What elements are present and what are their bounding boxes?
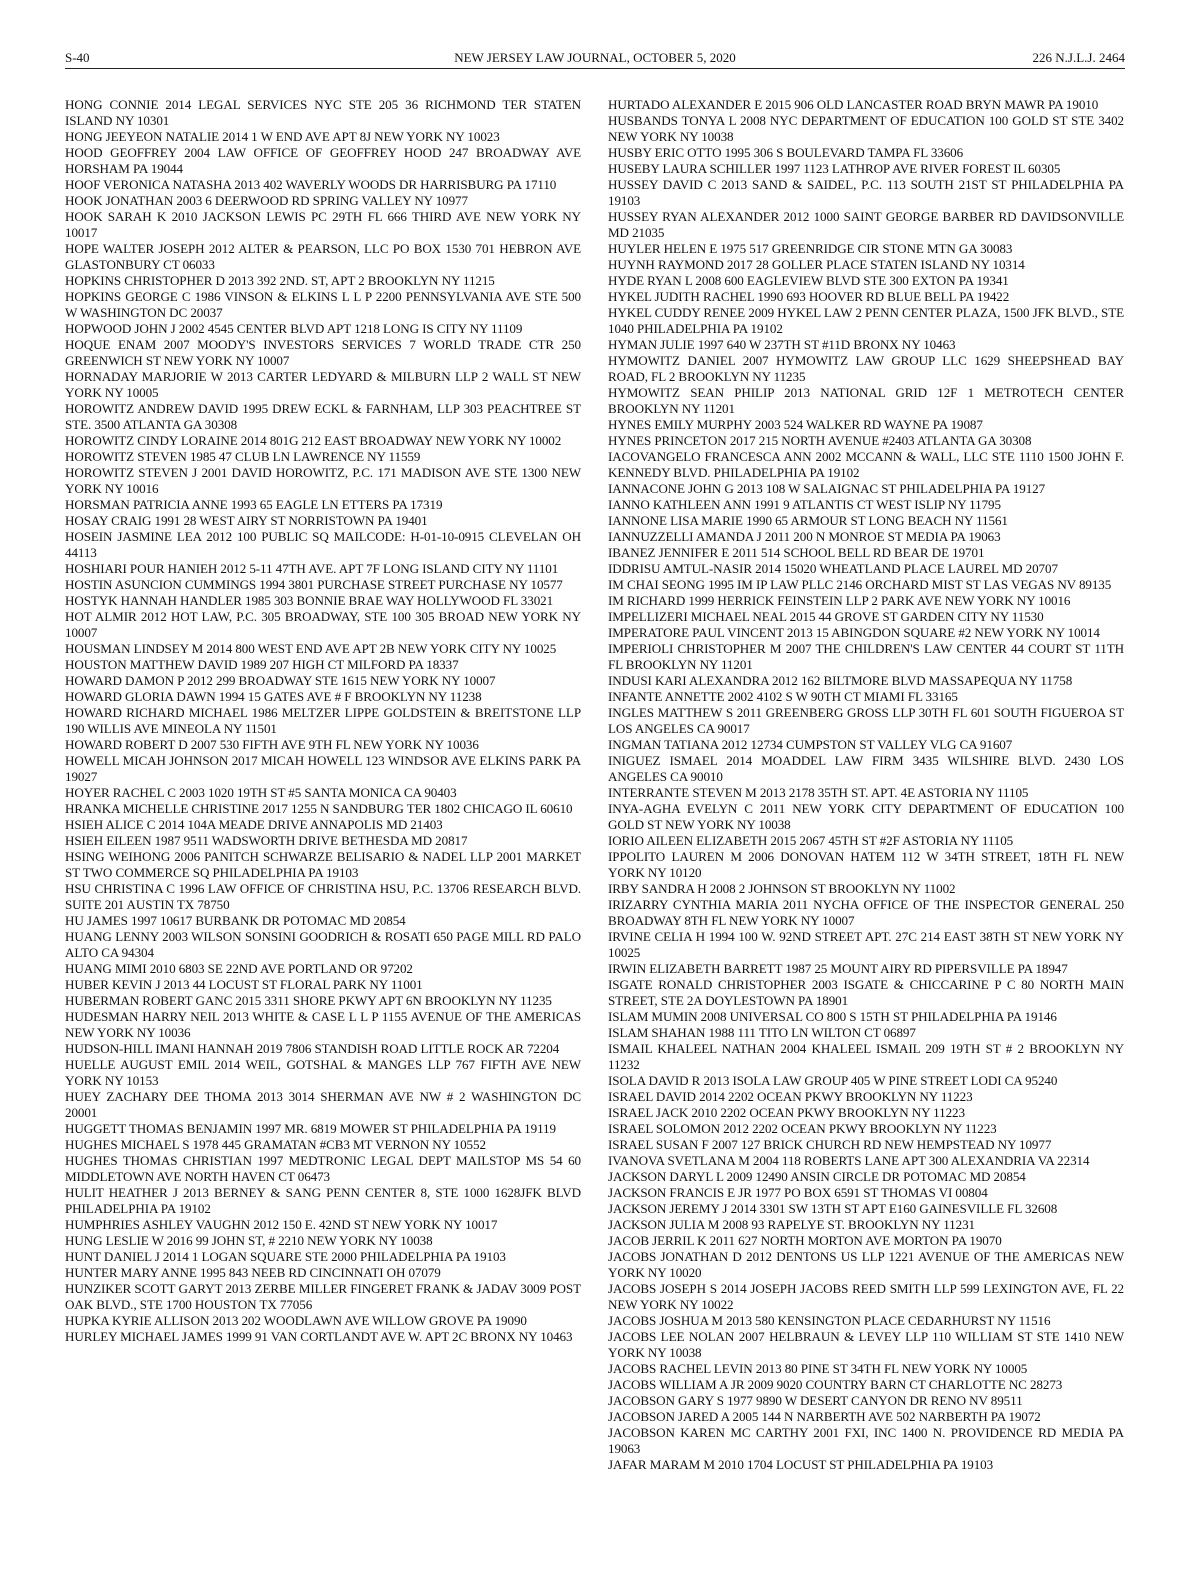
directory-entry: HOYER RACHEL C 2003 1020 19TH ST #5 SANTA MONICA CA 90403	[65, 785, 457, 800]
directory-entry: IACOVANGELO FRANCESCA ANN 2002 MCCANN & WALL, LLC STE 1110 1500 JOHN F. KENNEDY BLVD. PHILADELPHIA PA 19102	[608, 449, 1124, 480]
directory-entry: HUNZIKER SCOTT GARYT 2013 ZERBE MILLER FINGERET FRANK & JADAV 3009 POST OAK BLVD., STE 1700 HOUSTON TX 77056	[65, 1281, 581, 1312]
directory-entry: HUSSEY RYAN ALEXANDER 2012 1000 SAINT GEORGE BARBER RD DAVIDSONVILLE MD 21035	[608, 209, 1124, 240]
directory-entry: HUDESMAN HARRY NEIL 2013 WHITE & CASE L L P 1155 AVENUE OF THE AMERICAS NEW YORK NY 10036	[65, 1009, 581, 1040]
directory-entry: INGLES MATTHEW S 2011 GREENBERG GROSS LLP 30TH FL 601 SOUTH FIGUEROA ST LOS ANGELES CA 90017	[608, 705, 1124, 736]
directory-entry: HYMOWITZ DANIEL 2007 HYMOWITZ LAW GROUP LLC 1629 SHEEPSHEAD BAY ROAD, FL 2 BROOKLYN NY 11235	[608, 353, 1124, 384]
directory-entry: ISGATE RONALD CHRISTOPHER 2003 ISGATE & CHICCARINE P C 80 NORTH MAIN STREET, STE 2A DOYLESTOWN PA 18901	[608, 977, 1124, 1008]
directory-entry: HOPKINS GEORGE C 1986 VINSON & ELKINS L L P 2200 PENNSYLVANIA AVE STE 500 W WASHINGTON DC 20037	[65, 289, 581, 320]
directory-entry: JACOBS JOSEPH S 2014 JOSEPH JACOBS REED SMITH LLP 599 LEXINGTON AVE, FL 22 NEW YORK NY 10022	[608, 1281, 1124, 1312]
directory-entry: IMPERIOLI CHRISTOPHER M 2007 THE CHILDREN'S LAW CENTER 44 COURT ST 11TH FL BROOKLYN NY 11201	[608, 641, 1124, 672]
directory-entry: HUGHES MICHAEL S 1978 445 GRAMATAN #CB3 MT VERNON NY 10552	[65, 1137, 486, 1152]
page-label: S-40	[65, 50, 90, 65]
directory-entry: IANNUZZELLI AMANDA J 2011 200 N MONROE ST MEDIA PA 19063	[608, 529, 1001, 544]
directory-entry: JACKSON JEREMY J 2014 3301 SW 13TH ST APT E160 GAINESVILLE FL 32608	[608, 1201, 1058, 1216]
directory-entry: HYNES EMILY MURPHY 2003 524 WALKER RD WAYNE PA 19087	[608, 417, 983, 432]
directory-entry: HUNT DANIEL J 2014 1 LOGAN SQUARE STE 2000 PHILADELPHIA PA 19103	[65, 1249, 506, 1264]
directory-entry: HOPWOOD JOHN J 2002 4545 CENTER BLVD APT 1218 LONG IS CITY NY 11109	[65, 321, 523, 336]
directory-entry: HUSBY ERIC OTTO 1995 306 S BOULEVARD TAMPA FL 33606	[608, 145, 964, 160]
directory-entry: HOROWITZ STEVEN J 2001 DAVID HOROWITZ, P.C. 171 MADISON AVE STE 1300 NEW YORK NY 10016	[65, 465, 581, 496]
directory-entry: HUSEBY LAURA SCHILLER 1997 1123 LATHROP AVE RIVER FOREST IL 60305	[608, 161, 1061, 176]
directory-entry: HUMPHRIES ASHLEY VAUGHN 2012 150 E. 42ND ST NEW YORK NY 10017	[65, 1217, 498, 1232]
directory-entry: INTERRANTE STEVEN M 2013 2178 35TH ST. APT. 4E ASTORIA NY 11105	[608, 785, 1029, 800]
directory-entry: HOWARD GLORIA DAWN 1994 15 GATES AVE # F BROOKLYN NY 11238	[65, 689, 482, 704]
right-column	[608, 97, 1124, 1473]
directory-entry: HONG CONNIE 2014 LEGAL SERVICES NYC STE 205 36 RICHMOND TER STATEN ISLAND NY 10301	[65, 97, 581, 128]
directory-entry: HUSBANDS TONYA L 2008 NYC DEPARTMENT OF EDUCATION 100 GOLD ST STE 3402 NEW YORK NY 10038	[608, 113, 1124, 144]
directory-entry: HOROWITZ STEVEN 1985 47 CLUB LN LAWRENCE NY 11559	[65, 449, 421, 464]
directory-entry: HUBERMAN ROBERT GANC 2015 3311 SHORE PKWY APT 6N BROOKLYN NY 11235	[65, 993, 552, 1008]
directory-entry: HOWARD DAMON P 2012 299 BROADWAY STE 1615 NEW YORK NY 10007	[65, 673, 496, 688]
directory-entry: JACOBS WILLIAM A JR 2009 9020 COUNTRY BARN CT CHARLOTTE NC 28273	[608, 1377, 1063, 1392]
directory-entry: ISRAEL DAVID 2014 2202 OCEAN PKWY BROOKLYN NY 11223	[608, 1089, 973, 1104]
directory-entry: HORNADAY MARJORIE W 2013 CARTER LEDYARD & MILBURN LLP 2 WALL ST NEW YORK NY 10005	[65, 369, 581, 400]
directory-entry: IANNO KATHLEEN ANN 1991 9 ATLANTIS CT WEST ISLIP NY 11795	[608, 497, 1001, 512]
directory-entry: HOSHIARI POUR HANIEH 2012 5-11 47TH AVE. APT 7F LONG ISLAND CITY NY 11101	[65, 561, 559, 576]
directory-entry: HUYNH RAYMOND 2017 28 GOLLER PLACE STATEN ISLAND NY 10314	[608, 257, 1025, 272]
directory-entry: HOWARD ROBERT D 2007 530 FIFTH AVE 9TH FL NEW YORK NY 10036	[65, 737, 479, 752]
directory-entry: IRBY SANDRA H 2008 2 JOHNSON ST BROOKLYN NY 11002	[608, 881, 956, 896]
directory-entry: HUGHES THOMAS CHRISTIAN 1997 MEDTRONIC LEGAL DEPT MAILSTOP MS 54 60 MIDDLETOWN AVE NORTH HAVEN CT 06473	[65, 1153, 581, 1184]
directory-entry: HOUSMAN LINDSEY M 2014 800 WEST END AVE APT 2B NEW YORK CITY NY 10025	[65, 641, 557, 656]
directory-entry: INFANTE ANNETTE 2002 4102 S W 90TH CT MIAMI FL 33165	[608, 689, 958, 704]
directory-entry: JACKSON FRANCIS E JR 1977 PO BOX 6591 ST THOMAS VI 00804	[608, 1185, 988, 1200]
directory-entry: HUSSEY DAVID C 2013 SAND & SAIDEL, P.C. 113 SOUTH 21ST ST PHILADELPHIA PA 19103	[608, 177, 1124, 208]
directory-entry: HOROWITZ CINDY LORAINE 2014 801G 212 EAST BROADWAY NEW YORK NY 10002	[65, 433, 562, 448]
directory-entry: HYMOWITZ SEAN PHILIP 2013 NATIONAL GRID 12F 1 METROTECH CENTER BROOKLYN NY 11201	[608, 385, 1124, 416]
directory-entry: HOSTIN ASUNCION CUMMINGS 1994 3801 PURCHASE STREET PURCHASE NY 10577	[65, 577, 563, 592]
directory-entry: HU JAMES 1997 10617 BURBANK DR POTOMAC MD 20854	[65, 913, 406, 928]
directory-entry: HSIEH EILEEN 1987 9511 WADSWORTH DRIVE BETHESDA MD 20817	[65, 833, 468, 848]
directory-entry: HOSEIN JASMINE LEA 2012 100 PUBLIC SQ MAILCODE: H-01-10-0915 CLEVELAN OH 44113	[65, 529, 581, 560]
directory-entry: IRIZARRY CYNTHIA MARIA 2011 NYCHA OFFICE OF THE INSPECTOR GENERAL 250 BROADWAY 8TH FL NEW YORK NY 10007	[608, 897, 1124, 928]
directory-entry: INGMAN TATIANA 2012 12734 CUMPSTON ST VALLEY VLG CA 91607	[608, 737, 1013, 752]
left-column	[65, 97, 581, 1345]
directory-entry: ISRAEL JACK 2010 2202 OCEAN PKWY BROOKLYN NY 11223	[608, 1105, 965, 1120]
directory-entry: IPPOLITO LAUREN M 2006 DONOVAN HATEM 112 W 34TH STREET, 18TH FL NEW YORK NY 10120	[608, 849, 1124, 880]
directory-entry: HSU CHRISTINA C 1996 LAW OFFICE OF CHRISTINA HSU, P.C. 13706 RESEARCH BLVD. SUITE 201 AUSTIN TX 78750	[65, 881, 581, 912]
directory-entry: HUELLE AUGUST EMIL 2014 WEIL, GOTSHAL & MANGES LLP 767 FIFTH AVE NEW YORK NY 10153	[65, 1057, 581, 1088]
directory-entry: INIGUEZ ISMAEL 2014 MOADDEL LAW FIRM 3435 WILSHIRE BLVD. 2430 LOS ANGELES CA 90010	[608, 753, 1124, 784]
directory-entry: IVANOVA SVETLANA M 2004 118 ROBERTS LANE APT 300 ALEXANDRIA VA 22314	[608, 1153, 1090, 1168]
directory-entry: IANNACONE JOHN G 2013 108 W SALAIGNAC ST PHILADELPHIA PA 19127	[608, 481, 1046, 496]
directory-entry: HURLEY MICHAEL JAMES 1999 91 VAN CORTLANDT AVE W. APT 2C BRONX NY 10463	[65, 1329, 573, 1344]
directory-entry: JACKSON DARYL L 2009 12490 ANSIN CIRCLE DR POTOMAC MD 20854	[608, 1169, 1026, 1184]
directory-entry: ISLAM SHAHAN 1988 111 TITO LN WILTON CT 06897	[608, 1025, 916, 1040]
directory-entry: IMPERATORE PAUL VINCENT 2013 15 ABINGDON SQUARE #2 NEW YORK NY 10014	[608, 625, 1100, 640]
directory-entry: HSING WEIHONG 2006 PANITCH SCHWARZE BELISARIO & NADEL LLP 2001 MARKET ST TWO COMMERCE SQ PHILADELPHIA PA 19103	[65, 849, 581, 880]
directory-entry: HOWELL MICAH JOHNSON 2017 MICAH HOWELL 123 WINDSOR AVE ELKINS PARK PA 19027	[65, 753, 581, 784]
directory-entry: IORIO AILEEN ELIZABETH 2015 2067 45TH ST #2F ASTORIA NY 11105	[608, 833, 1014, 848]
directory-entry: HYNES PRINCETON 2017 215 NORTH AVENUE #2403 ATLANTA GA 30308	[608, 433, 1032, 448]
directory-entry: ISOLA DAVID R 2013 ISOLA LAW GROUP 405 W PINE STREET LODI CA 95240	[608, 1073, 1058, 1088]
directory-entry: HONG JEEYEON NATALIE 2014 1 W END AVE APT 8J NEW YORK NY 10023	[65, 129, 500, 144]
directory-entry: HOT ALMIR 2012 HOT LAW, P.C. 305 BROADWAY, STE 100 305 BROAD NEW YORK NY 10007	[65, 609, 581, 640]
directory-entry: INDUSI KARI ALEXANDRA 2012 162 BILTMORE BLVD MASSAPEQUA NY 11758	[608, 673, 1073, 688]
directory-entry: HORSMAN PATRICIA ANNE 1993 65 EAGLE LN ETTERS PA 17319	[65, 497, 443, 512]
directory-entry: HYDE RYAN L 2008 600 EAGLEVIEW BLVD STE 300 EXTON PA 19341	[608, 273, 1009, 288]
directory-entry: IM RICHARD 1999 HERRICK FEINSTEIN LLP 2 PARK AVE NEW YORK NY 10016	[608, 593, 1071, 608]
directory-entry: HUANG LENNY 2003 WILSON SONSINI GOODRICH & ROSATI 650 PAGE MILL RD PALO ALTO CA 94304	[65, 929, 581, 960]
directory-entry: HOPKINS CHRISTOPHER D 2013 392 2ND. ST, APT 2 BROOKLYN NY 11215	[65, 273, 495, 288]
directory-entry: HUBER KEVIN J 2013 44 LOCUST ST FLORAL PARK NY 11001	[65, 977, 423, 992]
directory-entry: HSIEH ALICE C 2014 104A MEADE DRIVE ANNAPOLIS MD 21403	[65, 817, 443, 832]
directory-entry: JAFAR MARAM M 2010 1704 LOCUST ST PHILADELPHIA PA 19103	[608, 1457, 994, 1472]
directory-entry: INYA-AGHA EVELYN C 2011 NEW YORK CITY DEPARTMENT OF EDUCATION 100 GOLD ST NEW YORK NY 10038	[608, 801, 1124, 832]
directory-entry: JACOBS JOSHUA M 2013 580 KENSINGTON PLACE CEDARHURST NY 11516	[608, 1313, 1051, 1328]
directory-entry: HUPKA KYRIE ALLISON 2013 202 WOODLAWN AVE WILLOW GROVE PA 19090	[65, 1313, 527, 1328]
directory-entry: HOOK SARAH K 2010 JACKSON LEWIS PC 29TH FL 666 THIRD AVE NEW YORK NY 10017	[65, 209, 581, 240]
directory-entry: JACOB JERRIL K 2011 627 NORTH MORTON AVE MORTON PA 19070	[608, 1233, 1002, 1248]
directory-entry: HYKEL JUDITH RACHEL 1990 693 HOOVER RD BLUE BELL PA 19422	[608, 289, 1010, 304]
directory-entry: JACOBS LEE NOLAN 2007 HELBRAUN & LEVEY LLP 110 WILLIAM ST STE 1410 NEW YORK NY 10038	[608, 1329, 1124, 1360]
directory-entry: ISRAEL SUSAN F 2007 127 BRICK CHURCH RD NEW HEMPSTEAD NY 10977	[608, 1137, 1052, 1152]
page-header	[65, 50, 1125, 69]
directory-entry: HYKEL CUDDY RENEE 2009 HYKEL LAW 2 PENN CENTER PLAZA, 1500 JFK BLVD., STE 1040 PHILADELPHIA PA 19102	[608, 305, 1124, 336]
directory-entry: HUYLER HELEN E 1975 517 GREENRIDGE CIR STONE MTN GA 30083	[608, 241, 1013, 256]
directory-entry: HOWARD RICHARD MICHAEL 1986 MELTZER LIPPE GOLDSTEIN & BREITSTONE LLP 190 WILLIS AVE MINEOLA NY 11501	[65, 705, 581, 736]
directory-entry: IRWIN ELIZABETH BARRETT 1987 25 MOUNT AIRY RD PIPERSVILLE PA 18947	[608, 961, 1068, 976]
directory-entry: HOUSTON MATTHEW DAVID 1989 207 HIGH CT MILFORD PA 18337	[65, 657, 459, 672]
directory-entry: HUEY ZACHARY DEE THOMA 2013 3014 SHERMAN AVE NW # 2 WASHINGTON DC 20001	[65, 1089, 581, 1120]
directory-entry: HOOD GEOFFREY 2004 LAW OFFICE OF GEOFFREY HOOD 247 BROADWAY AVE HORSHAM PA 19044	[65, 145, 581, 176]
publication-title: NEW JERSEY LAW JOURNAL, OCTOBER 5, 2020	[454, 50, 736, 65]
directory-entry: HOPE WALTER JOSEPH 2012 ALTER & PEARSON, LLC PO BOX 1530 701 HEBRON AVE GLASTONBURY CT 06033	[65, 241, 581, 272]
directory-entry: HRANKA MICHELLE CHRISTINE 2017 1255 N SANDBURG TER 1802 CHICAGO IL 60610	[65, 801, 573, 816]
directory-entry: HUNG LESLIE W 2016 99 JOHN ST, # 2210 NEW YORK NY 10038	[65, 1233, 433, 1248]
directory-entry: JACOBS RACHEL LEVIN 2013 80 PINE ST 34TH FL NEW YORK NY 10005	[608, 1361, 1028, 1376]
directory-entry: ISMAIL KHALEEL NATHAN 2004 KHALEEL ISMAIL 209 19TH ST # 2 BROOKLYN NY 11232	[608, 1041, 1124, 1072]
directory-entry: IMPELLIZERI MICHAEL NEAL 2015 44 GROVE ST GARDEN CITY NY 11530	[608, 609, 1044, 624]
directory-entry: IANNONE LISA MARIE 1990 65 ARMOUR ST LONG BEACH NY 11561	[608, 513, 1008, 528]
directory-entry: HOSTYK HANNAH HANDLER 1985 303 BONNIE BRAE WAY HOLLYWOOD FL 33021	[65, 593, 554, 608]
directory-entry: HUGGETT THOMAS BENJAMIN 1997 MR. 6819 MOWER ST PHILADELPHIA PA 19119	[65, 1121, 556, 1136]
directory-entry: ISLAM MUMIN 2008 UNIVERSAL CO 800 S 15TH ST PHILADELPHIA PA 19146	[608, 1009, 1057, 1024]
directory-entry: IDDRISU AMTUL-NASIR 2014 15020 WHEATLAND PLACE LAUREL MD 20707	[608, 561, 1058, 576]
directory-entry: JACOBS JONATHAN D 2012 DENTONS US LLP 1221 AVENUE OF THE AMERICAS NEW YORK NY 10020	[608, 1249, 1124, 1280]
directory-entry: HUNTER MARY ANNE 1995 843 NEEB RD CINCINNATI OH 07079	[65, 1265, 441, 1280]
directory-entry: HYMAN JULIE 1997 640 W 237TH ST #11D BRONX NY 10463	[608, 337, 956, 352]
directory-entry: HULIT HEATHER J 2013 BERNEY & SANG PENN CENTER 8, STE 1000 1628JFK BLVD PHILADELPHIA PA 19102	[65, 1185, 581, 1216]
directory-entry: HOOK JONATHAN 2003 6 DEERWOOD RD SPRING VALLEY NY 10977	[65, 193, 468, 208]
directory-entry: ISRAEL SOLOMON 2012 2202 OCEAN PKWY BROOKLYN NY 11223	[608, 1121, 997, 1136]
directory-entry: JACKSON JULIA M 2008 93 RAPELYE ST. BROOKLYN NY 11231	[608, 1217, 975, 1232]
directory-entry: HURTADO ALEXANDER E 2015 906 OLD LANCASTER ROAD BRYN MAWR PA 19010	[608, 97, 1099, 112]
journal-citation: 226 N.J.L.J. 2464	[1032, 50, 1125, 65]
directory-entry: IBANEZ JENNIFER E 2011 514 SCHOOL BELL RD BEAR DE 19701	[608, 545, 985, 560]
directory-entry: JACOBSON KAREN MC CARTHY 2001 FXI, INC 1400 N. PROVIDENCE RD MEDIA PA 19063	[608, 1425, 1124, 1456]
directory-entry: HOSAY CRAIG 1991 28 WEST AIRY ST NORRISTOWN PA 19401	[65, 513, 428, 528]
directory-entry: HUANG MIMI 2010 6803 SE 22ND AVE PORTLAND OR 97202	[65, 961, 413, 976]
directory-entry: IM CHAI SEONG 1995 IM IP LAW PLLC 2146 ORCHARD MIST ST LAS VEGAS NV 89135	[608, 577, 1112, 592]
directory-entry: JACOBSON GARY S 1977 9890 W DESERT CANYON DR RENO NV 89511	[608, 1393, 1023, 1408]
directory-entry: HOROWITZ ANDREW DAVID 1995 DREW ECKL & FARNHAM, LLP 303 PEACHTREE ST STE. 3500 ATLANTA GA 30308	[65, 401, 581, 432]
directory-entry: HUDSON-HILL IMANI HANNAH 2019 7806 STANDISH ROAD LITTLE ROCK AR 72204	[65, 1041, 560, 1056]
directory-entry: HOQUE ENAM 2007 MOODY'S INVESTORS SERVICES 7 WORLD TRADE CTR 250 GREENWICH ST NEW YORK NY 10007	[65, 337, 581, 368]
directory-entry: IRVINE CELIA H 1994 100 W. 92ND STREET APT. 27C 214 EAST 38TH ST NEW YORK NY 10025	[608, 929, 1124, 960]
directory-entry: HOOF VERONICA NATASHA 2013 402 WAVERLY WOODS DR HARRISBURG PA 17110	[65, 177, 557, 192]
directory-entry: JACOBSON JARED A 2005 144 N NARBERTH AVE 502 NARBERTH PA 19072	[608, 1409, 1041, 1424]
